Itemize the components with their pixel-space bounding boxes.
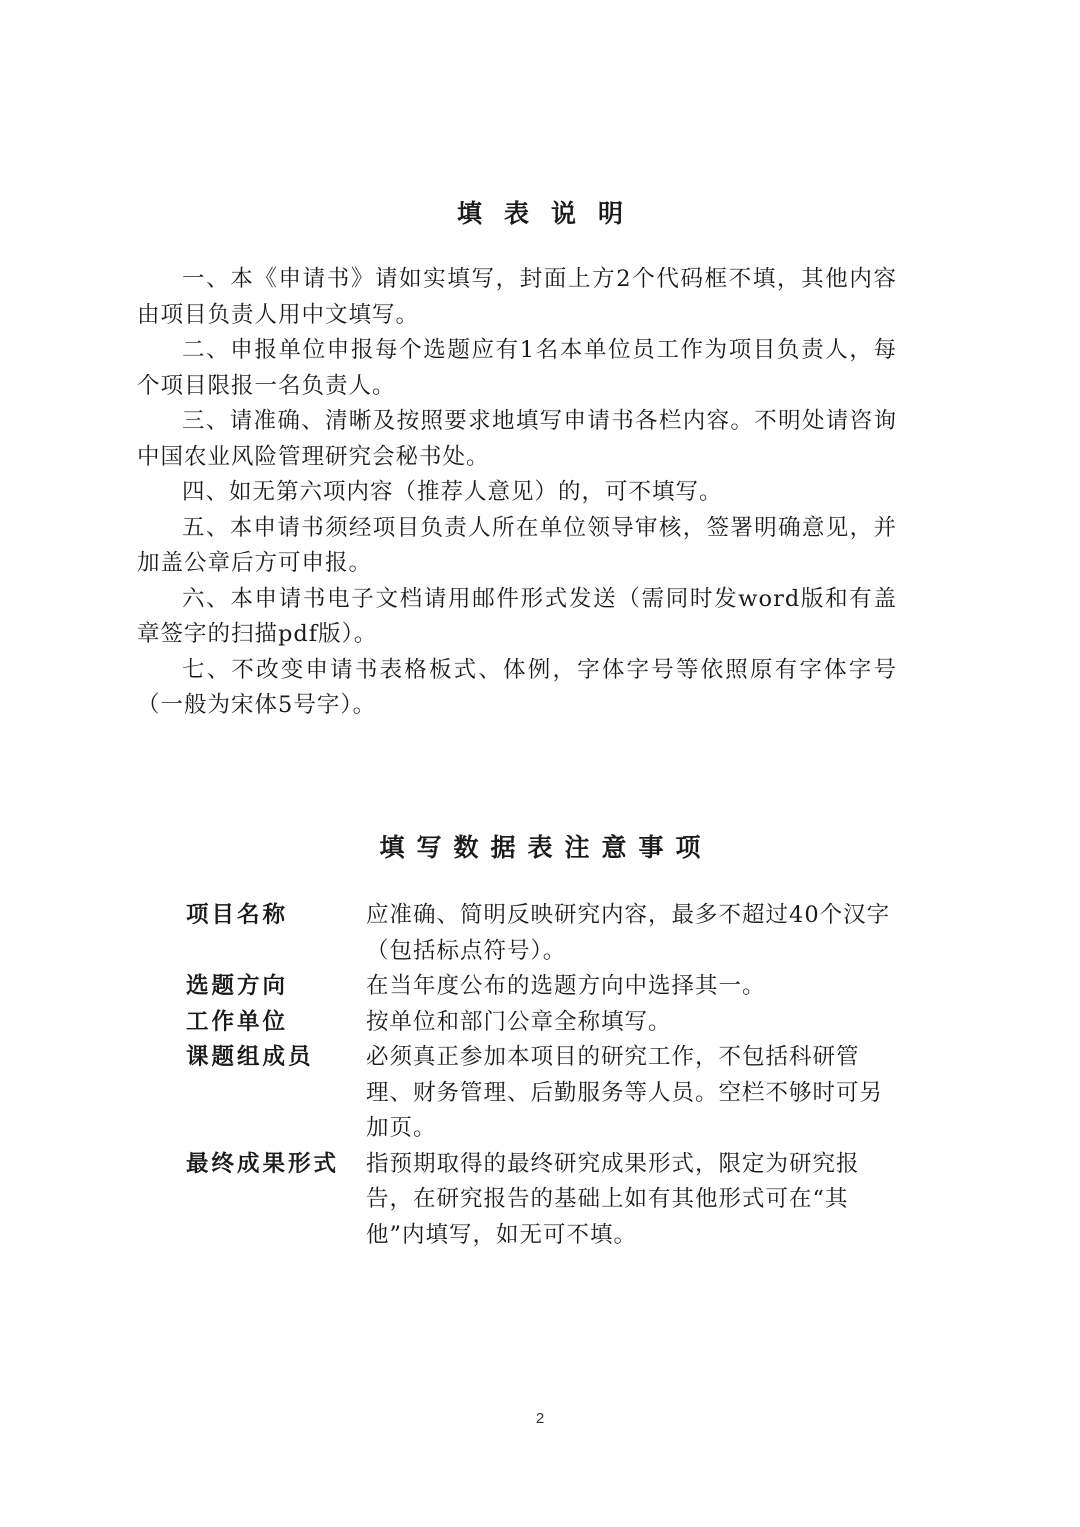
note-text: 必须真正参加本项目的研究工作，不包括科研管理、财务管理、后勤服务等人员。空栏不够时可另加页。 (366, 1044, 884, 1141)
section-title-data-notes: 填写数据表注意事项 (379, 833, 713, 862)
note-text: 应准确、简明反映研究内容，最多不超过40个汉字（包括标点符号）。 (366, 902, 891, 964)
note-label: 项目名称 (186, 902, 289, 928)
note-label: 课题组成员 (186, 1044, 314, 1070)
note-row-project-name (186, 898, 896, 969)
instruction-item: 一、本《申请书》请如实填写，封面上方2个代码框不填，其他内容由项目负责人用中文填写。 (137, 266, 897, 328)
data-notes-table (186, 898, 896, 1253)
instruction-item: 六、本申请书电子文档请用邮件形式发送（需同时发word版和有盖章签字的扫描pdf版）。 (137, 585, 897, 647)
note-row-work-unit (186, 1005, 896, 1041)
note-row-final-outcome (186, 1147, 896, 1254)
note-text: 指预期取得的最终研究成果形式，限定为研究报告，在研究报告的基础上如有其他形式可在“其他”内填写，如无可不填。 (366, 1150, 860, 1248)
note-label: 最终成果形式 (186, 1150, 340, 1177)
instruction-item: 三、请准确、清晰及按照要求地填写申请书各栏内容。不明处请咨询中国农业风险管理研究会秘书处。 (137, 408, 897, 470)
section-title-instructions: 填表说明 (456, 199, 645, 228)
note-label: 工作单位 (186, 1008, 289, 1035)
instruction-item: 二、申报单位申报每个选题应有1名本单位员工作为项目负责人，每个项目限报一名负责人。 (137, 337, 897, 399)
note-row-team-members (186, 1040, 896, 1147)
instruction-item: 四、如无第六项内容（推荐人意见）的，可不填写。 (182, 479, 723, 505)
instruction-item: 五、本申请书须经项目负责人所在单位领导审核，签署明确意见，并加盖公章后方可申报。 (137, 514, 897, 576)
instructions-list (137, 262, 897, 724)
page-number: 2 (535, 1410, 545, 1427)
note-text: 按单位和部门公章全称填写。 (366, 1008, 672, 1035)
note-text: 在当年度公布的选题方向中选择其一。 (366, 973, 766, 999)
instruction-item: 七、不改变申请书表格板式、体例，字体字号等依照原有字体字号（一般为宋体5号字）。 (137, 656, 897, 718)
note-row-topic-direction (186, 969, 896, 1005)
note-label: 选题方向 (186, 973, 289, 999)
